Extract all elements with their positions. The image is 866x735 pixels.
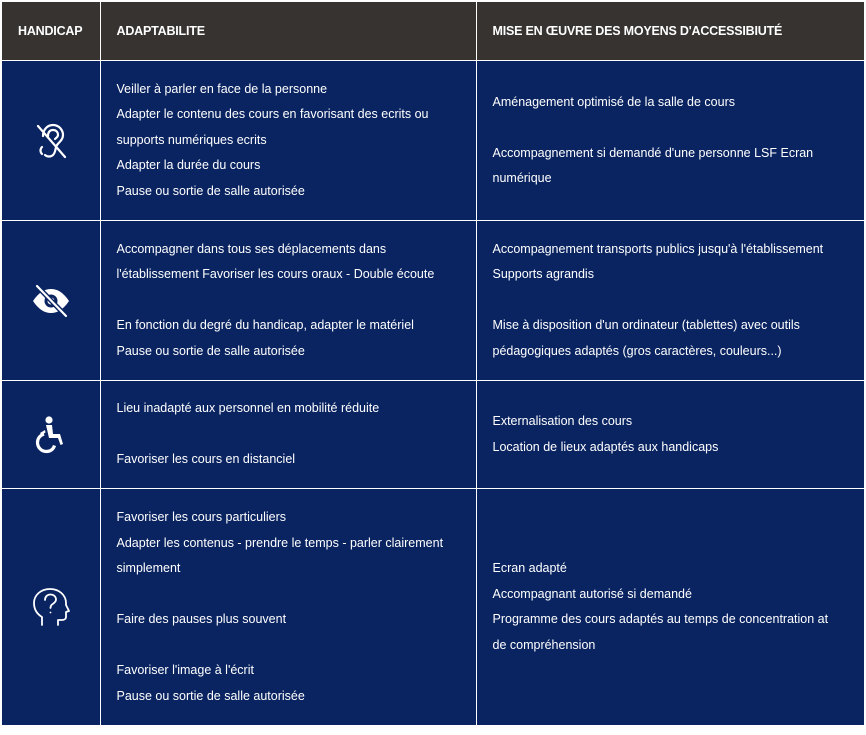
- adaptabilite-line: Lieu inadapté aux personnel en mobilité réduite: [116, 401, 380, 416]
- moyens-line: Accompagnement si demandé d'une personne LSF Ecran: [492, 145, 814, 160]
- moyens-line: Accompagnant autorisé si demandé: [492, 586, 692, 601]
- line-gap: [493, 288, 851, 314]
- adaptabilite-line: simplement: [116, 561, 181, 575]
- line-gap: [117, 422, 462, 448]
- adaptabilite-line: Adapter le contenu des cours en favorisant des ecrits ou: [116, 107, 429, 122]
- adaptabilite-line: l'établissement Favoriser les cours oraux - Double écoute: [116, 267, 435, 282]
- moyens-line: numérique: [492, 171, 552, 185]
- deaf-ear-icon: [2, 122, 100, 160]
- handicap-cell: [2, 489, 100, 726]
- moyens-line: de compréhension: [492, 637, 596, 652]
- adaptabilite-cell: [100, 489, 476, 726]
- adaptabilite-line: Pause ou sortie de salle autorisée: [116, 688, 305, 703]
- moyens-line: pédagogiques adaptés (gros caractères, couleurs...): [492, 343, 782, 358]
- adaptabilite-cell: [100, 381, 476, 489]
- adaptabilite-line: supports numériques ecrits: [116, 132, 267, 147]
- adaptabilite-cell: [100, 221, 476, 381]
- adaptabilite-line: Adapter les contenus - prendre le temps - parler clairement: [116, 535, 444, 550]
- wheelchair-icon: [2, 415, 100, 455]
- moyens-line: Externalisation des cours: [492, 414, 633, 428]
- line-gap: [493, 115, 851, 141]
- adaptabilite-cell: [100, 61, 476, 221]
- blind-eye-icon: [2, 283, 100, 319]
- moyens-cell: [476, 221, 864, 381]
- handicap-cell: [2, 381, 100, 489]
- table-row-mobility: [2, 381, 864, 489]
- accessibility-table: [2, 2, 864, 725]
- adaptabilite-line: Pause ou sortie de salle autorisée: [116, 183, 305, 198]
- adaptabilite-line: Favoriser les cours particuliers: [116, 510, 286, 524]
- moyens-cell: [476, 381, 864, 489]
- line-gap: [117, 582, 462, 608]
- handicap-cell: [2, 221, 100, 381]
- moyens-line: Aménagement optimisé de la salle de cours: [492, 94, 735, 109]
- adaptabilite-line: Veiller à parler en face de la personne: [116, 81, 328, 96]
- adaptabilite-line: Favoriser l'image à l'écrit: [116, 663, 254, 677]
- moyens-line: Mise à disposition d'un ordinateur (tablettes) avec outils: [492, 318, 800, 333]
- handicap-cell: [2, 61, 100, 221]
- line-gap: [117, 633, 462, 659]
- header-handicap: HANDICAP: [2, 2, 100, 61]
- table-header-row: [2, 2, 864, 61]
- header-moyens: MISE EN ŒUVRE DES MOYENS D'ACCESSIBIUTÉ: [476, 2, 864, 61]
- moyens-cell: [476, 489, 864, 726]
- moyens-line: Ecran adapté: [492, 561, 567, 575]
- header-adaptabilite: ADAPTABILITE: [100, 2, 476, 61]
- moyens-line: Supports agrandis: [492, 267, 594, 282]
- moyens-line: Accompagnement transports publics jusqu'à l'établissement: [492, 241, 824, 256]
- table-row-hearing: [2, 61, 864, 221]
- adaptabilite-line: Favoriser les cours en distanciel: [116, 452, 296, 467]
- moyens-line: Location de lieux adaptés aux handicaps: [492, 439, 719, 454]
- line-gap: [117, 288, 462, 314]
- moyens-line: Programme des cours adaptés au temps de concentration at: [492, 612, 829, 626]
- moyens-cell: [476, 61, 864, 221]
- table-row-cognitive: [2, 489, 864, 726]
- adaptabilite-line: Pause ou sortie de salle autorisée: [116, 343, 305, 358]
- table-row-vision: [2, 221, 864, 381]
- adaptabilite-line: Faire des pauses plus souvent: [116, 612, 287, 626]
- adaptabilite-line: Adapter la durée du cours: [116, 158, 261, 173]
- accessibility-table-wrapper: [2, 2, 864, 725]
- head-question-icon: [2, 587, 100, 627]
- adaptabilite-line: Accompagner dans tous ses déplacements dans: [116, 241, 387, 256]
- adaptabilite-line: En fonction du degré du handicap, adapter le matériel: [116, 318, 414, 333]
